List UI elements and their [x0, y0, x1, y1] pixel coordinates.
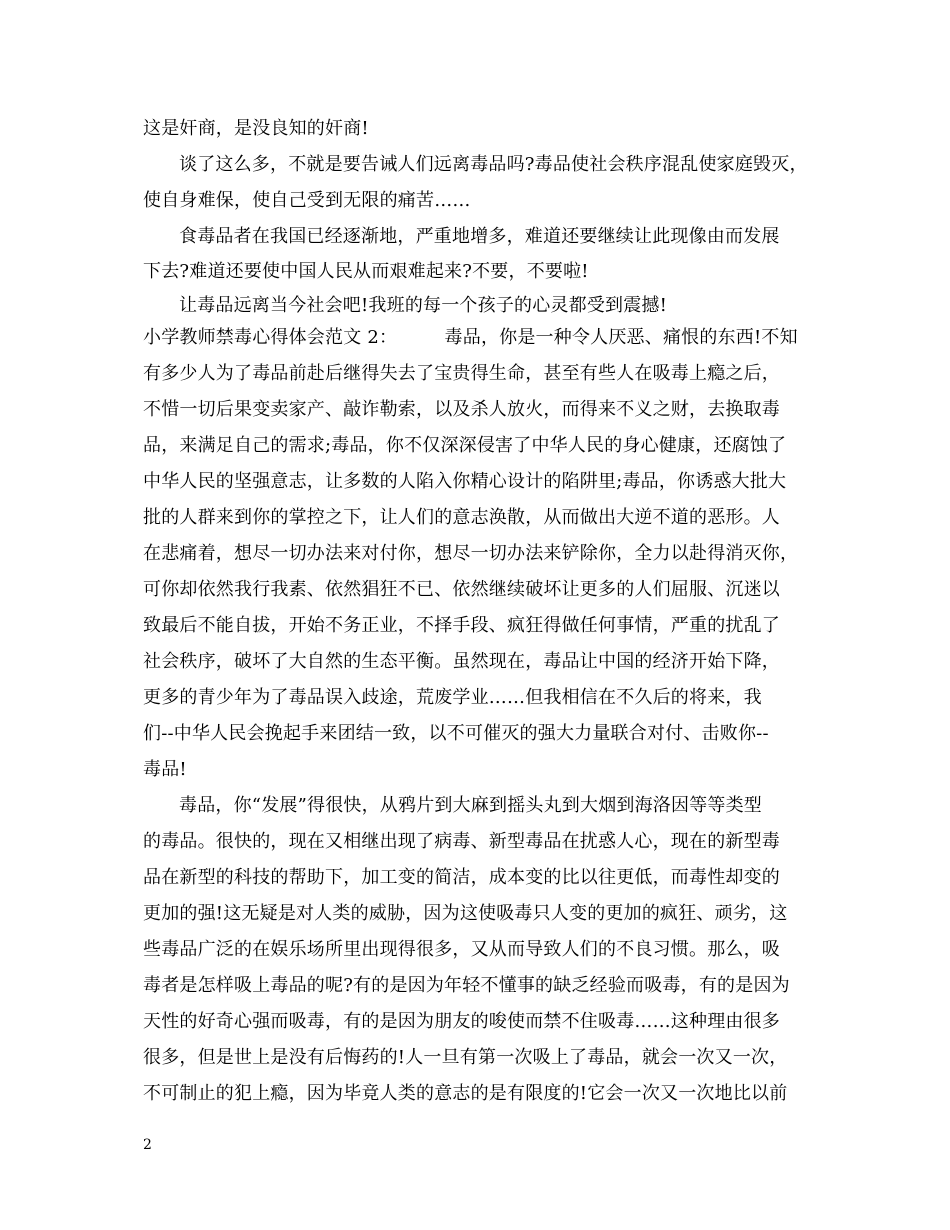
text-line: 不惜一切后果变卖家产、敲诈勒索，以及杀人放火，而得来不义之财，去换取毒: [143, 399, 780, 420]
text-line: 可你却依然我行我素、依然猖狂不已、依然继续破坏让更多的人们屈服、沉迷以: [143, 579, 780, 600]
text-line: 品，来满足自己的需求;毒品，你不仅深深侵害了中华人民的身心健康，还腐蚀了: [143, 435, 787, 456]
text-line: 在悲痛着，想尽一切办法来对付你，想尽一切办法来铲除你，全力以赴得消灭你，: [143, 543, 799, 564]
text-line: 社会秩序，破坏了大自然的生态平衡。虽然现在，毒品让中国的经济开始下降，: [143, 651, 780, 672]
text-line: 不可制止的犯上瘾，因为毕竟人类的意志的是有限度的!它会一次又一次地比以前: [143, 1083, 788, 1104]
text-line: 天性的好奇心强而吸毒，有的是因为朋友的唆使而禁不住吸毒……这种理由很多: [143, 1011, 780, 1032]
text-line: 们--中华人民会挽起手来团结一致，以不可催灭的强大力量联合对付、击败你--: [143, 723, 769, 744]
text-line: 更多的青少年为了毒品误入歧途，荒废学业……但我相信在不久后的将来，我: [143, 687, 762, 708]
text-line: 毒品!: [143, 759, 187, 780]
text-line: 使自身难保，使自己受到无限的痛苦……: [143, 190, 471, 211]
text-line: 些毒品广泛的在娱乐场所里出现得很多，又从而导致人们的不良习惯。那么，吸: [143, 939, 780, 960]
text-line: 让毒品远离当今社会吧!我班的每一个孩子的心灵都受到震撼!: [179, 295, 668, 316]
text-line: 食毒品者在我国已经逐渐地，严重地增多，难道还要继续让此现像由而发展: [179, 226, 780, 247]
text-line: 更加的强!这无疑是对人类的威胁，因为这使吸毒只人变的更加的疯狂、顽劣，这: [143, 903, 788, 924]
text-line: 的毒品。很快的，现在又相继出现了病毒、新型毒品在扰惑人心，现在的新型毒: [143, 831, 780, 852]
text-line: 中华人民的坚强意志，让多数的人陷入你精心设计的陷阱里;毒品，你诱惑大批大: [143, 471, 787, 492]
text-line: 致最后不能自拔，开始不务正业，不择手段、疯狂得做任何事情，严重的扰乱了: [143, 615, 780, 636]
text-line: 批的人群来到你的掌控之下，让人们的意志涣散，从而做出大逆不道的恶形。人: [143, 507, 780, 528]
text-line: 这是奸商，是没良知的奸商!: [143, 118, 369, 139]
page-number: 2: [143, 1137, 152, 1153]
text-line: 毒品，你“发展”得很快，从鸦片到大麻到摇头丸到大烟到海洛因等等类型: [179, 795, 763, 816]
text-line: 有多少人为了毒品前赴后继得失去了宝贵得生命，甚至有些人在吸毒上瘾之后，: [143, 363, 780, 384]
text-line: 小学教师禁毒心得体会范文 2： 毒品，你是一种令人厌恶、痛恨的东西!不知: [143, 327, 798, 348]
text-line: 下去?难道还要使中国人民从而艰难起来?不要，不要啦!: [143, 261, 589, 282]
text-line: 品在新型的科技的帮助下，加工变的简洁，成本变的比以往更低，而毒性却变的: [143, 867, 780, 888]
text-line: 谈了这么多，不就是要告诫人们远离毒品吗?毒品使社会秩序混乱使家庭毁灭，: [179, 154, 808, 175]
text-line: 很多，但是世上是没有后悔药的!人一旦有第一次吸上了毒品，就会一次又一次，: [143, 1047, 788, 1068]
text-line: 毒者是怎样吸上毒品的呢?有的是因为年轻不懂事的缺乏经验而吸毒，有的是因为: [143, 975, 790, 996]
